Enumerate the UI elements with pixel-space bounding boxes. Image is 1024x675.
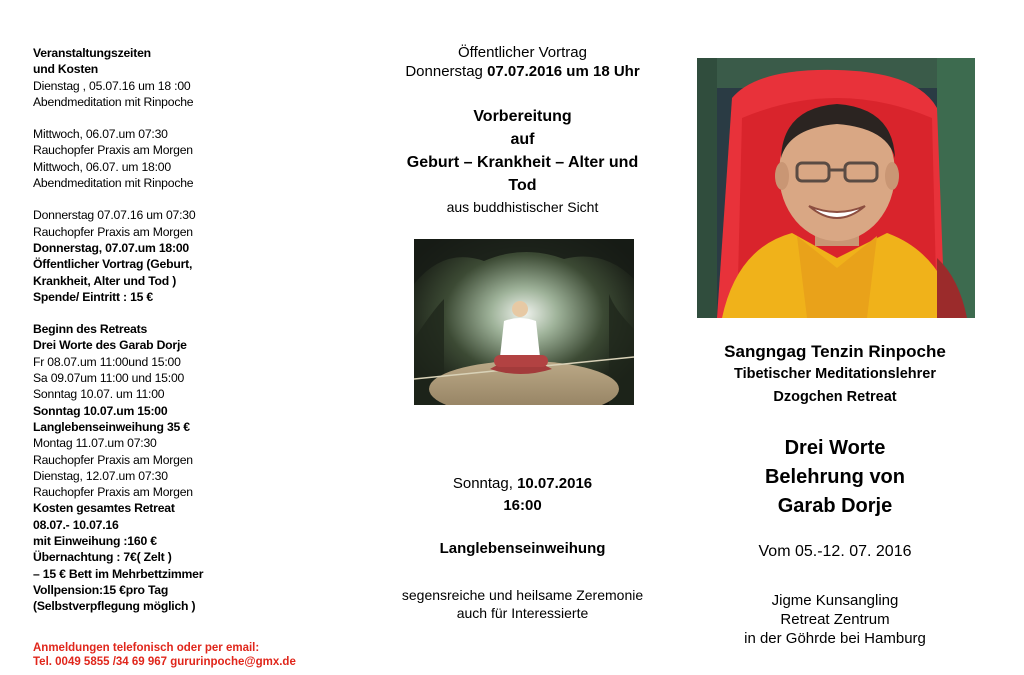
schedule-line: Rauchopfer Praxis am Morgen [33, 143, 193, 158]
schedule-line: Dienstag , 05.07.16 um 18 :00 [33, 78, 191, 93]
schedule-line: mit Einweihung :160 € [33, 534, 157, 549]
lecture-date [380, 63, 665, 81]
lecture-column [380, 0, 665, 675]
schedule-spacer [33, 110, 363, 126]
cave-meditation-image [414, 239, 634, 405]
retreat-dates: Vom 05.-12. 07. 2016 [758, 543, 912, 560]
teacher-name: Sangngag Tenzin Rinpoche [724, 342, 946, 361]
schedule-line: Beginn des Retreats [33, 322, 148, 337]
schedule-line: Langlebenseinweihung 35 € [33, 419, 190, 434]
schedule-line: Kosten gesamtes Retreat [33, 501, 175, 516]
schedule-line: Fr 08.07.um 11:00und 15:00 [33, 354, 181, 369]
schedule-line: Öffentlicher Vortrag (Geburt, [33, 257, 193, 272]
title-line-2: auf [510, 131, 535, 148]
schedule-line: Drei Worte des Garab Dorje [33, 338, 187, 353]
schedule-line: Donnerstag, 07.07.um 18:00 [33, 240, 190, 255]
contact-line-1: Anmeldungen telefonisch oder per email: [33, 642, 260, 654]
sunday-date-value: 10.07.2016 [517, 475, 593, 492]
contact-line-2: Tel. 0049 5855 /34 69 967 gururinpoche@gmx.de [33, 656, 296, 668]
schedule-spacer [33, 305, 363, 321]
schedule-line: Krankheit, Alter und Tod ) [33, 273, 177, 288]
place-line-2: Retreat Zentrum [780, 611, 890, 628]
teacher-column [680, 0, 990, 675]
place-line-1: Jigme Kunsangling [771, 592, 899, 609]
title-line-3: Geburt – Krankheit – Alter und [406, 154, 639, 171]
schedule-line: Rauchopfer Praxis am Morgen [33, 452, 193, 467]
schedule-line: Mittwoch, 06.07. um 18:00 [33, 159, 171, 174]
place-line-3: in der Göhrde bei Hamburg [744, 630, 926, 647]
schedule-line: und Kosten [33, 62, 99, 77]
schedule-column [33, 45, 363, 615]
schedule-line: Sa 09.07um 11:00 und 15:00 [33, 371, 185, 386]
schedule-line: Donnerstag 07.07.16 um 07:30 [33, 208, 196, 223]
title-subtitle: aus buddhistischer Sicht [446, 199, 599, 215]
teaching-line-2: Belehrung von [764, 466, 905, 488]
schedule-spacer [33, 191, 363, 207]
schedule-line: – 15 € Bett im Mehrbettzimmer [33, 566, 204, 581]
schedule-line: Spende/ Eintritt : 15 € [33, 289, 154, 304]
meditation-photo [414, 239, 634, 405]
ceremony-desc-1: segensreiche und heilsame Zeremonie [401, 587, 644, 603]
teacher-photo-image [697, 58, 975, 318]
schedule-line: Mittwoch, 06.07.um 07:30 [33, 127, 168, 142]
schedule-line: Rauchopfer Praxis am Morgen [33, 485, 193, 500]
teacher-role: Tibetischer Meditationslehrer [734, 366, 936, 382]
sunday-day: Sonntag, [452, 475, 518, 492]
title-line-1: Vorbereitung [473, 108, 572, 125]
sunday-time: 16:00 [503, 497, 542, 514]
lecture-day: Donnerstag [405, 63, 488, 80]
schedule-line: Sonntag 10.07.um 15:00 [33, 403, 168, 418]
schedule-line: Dienstag, 12.07.um 07:30 [33, 468, 168, 483]
schedule-line: Montag 11.07.um 07:30 [33, 436, 157, 451]
schedule-line: Veranstaltungszeiten [33, 46, 151, 60]
ceremony-title: Langlebenseinweihung [439, 540, 606, 557]
lecture-label: Öffentlicher Vortrag [458, 44, 587, 61]
lecture-datetime: 07.07.2016 um 18 Uhr [487, 63, 640, 80]
schedule-line: Abendmeditation mit Rinpoche [33, 94, 194, 109]
ceremony-desc-2: auch für Interessierte [456, 605, 589, 621]
schedule-line: Vollpension:15 €pro Tag [33, 582, 169, 597]
teaching-line-1: Drei Worte [784, 437, 886, 459]
sunday-date [380, 475, 665, 493]
schedule-line: Rauchopfer Praxis am Morgen [33, 224, 193, 239]
schedule-line: Abendmeditation mit Rinpoche [33, 176, 194, 191]
teacher-portrait [697, 58, 975, 318]
schedule-line: 08.07.- 10.07.16 [33, 517, 119, 532]
schedule-line: (Selbstverpflegung möglich ) [33, 599, 196, 614]
schedule-line: Übernachtung : 7€( Zelt ) [33, 550, 172, 565]
teaching-line-3: Garab Dorje [777, 495, 893, 517]
schedule-line: Sonntag 10.07. um 11:00 [33, 387, 165, 402]
title-line-4: Tod [508, 177, 537, 194]
retreat-name: Dzogchen Retreat [773, 389, 897, 405]
contact-info [33, 641, 363, 669]
